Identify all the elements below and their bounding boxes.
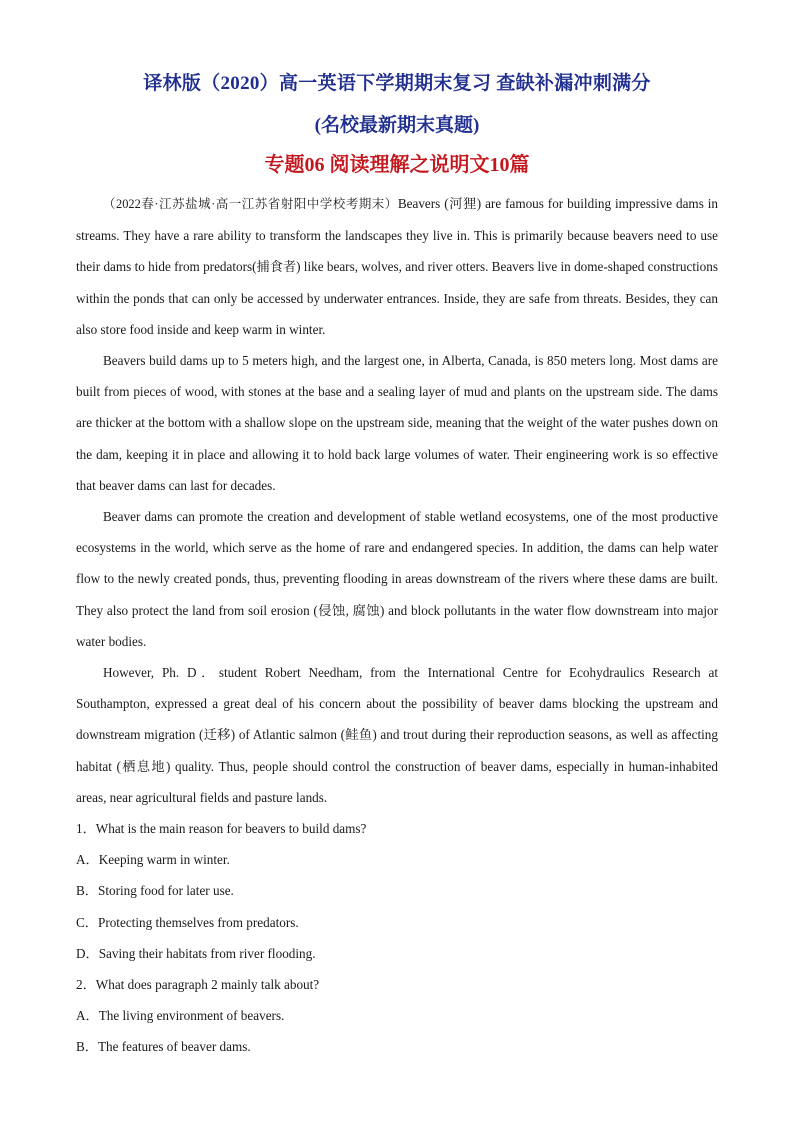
question-1-option-b: B．Storing food for later use. bbox=[76, 883, 234, 899]
document-subtitle: (名校最新期末真题) bbox=[314, 115, 480, 136]
passage-paragraph-2: Beavers build dams up to 5 meters high, and the largest one, in Alberta, Canada, is 850 meters long. Most dams are built from pieces of wood, with stones at the base and a sealing layer of mud and plants on the upstream side. The dams are thicker at the bottom with a shallow slope on the upstream side, meaning that the weight of the water pushes down on the dam, keeping it in place and allowing it to hold back large volumes of water. Their engineering work is so effective that beaver dams can last for decades. bbox=[76, 353, 718, 493]
topic-heading: 专题06 阅读理解之说明文10篇 bbox=[264, 154, 530, 176]
passage-paragraph-1 bbox=[76, 188, 718, 345]
question-1-stem: 1．What is the main reason for beavers to build dams? bbox=[76, 821, 367, 837]
question-1-option-c: C．Protecting themselves from predators. bbox=[76, 914, 299, 930]
question-1-option-d: D．Saving their habitats from river flooding. bbox=[76, 945, 316, 961]
passage-paragraph-3: Beaver dams can promote the creation and development of stable wetland ecosystems, one of the most productive ecosystems in the world, which serve as the home of rare and endangered species. In addition, the dams can help water flow to the newly created ponds, thus, preventing flooding in areas downstream of the rivers where these dams are built. They also protect the land from soil erosion (侵蚀, 腐蚀) and block pollutants in the water flow downstream into major water bodies. bbox=[76, 509, 718, 649]
passage-paragraph-4: However, Ph. D．student Robert Needham, from the International Centre for Ecohydraulics Research at Southampton, expressed a great deal of his concern about the possibility of beaver dams blocking the upstream and downstream migration (迁移) of Atlantic salmon (鲑鱼) and trout during their reproduction seasons, as well as affecting habitat (栖息地) quality. Thus, people should control the construction of beaver dams, especially in human-inhabited areas, near agricultural fields and pasture lands. bbox=[76, 665, 718, 805]
question-2-option-b: B．The features of beaver dams. bbox=[76, 1039, 251, 1055]
document-title: 译林版（2020）高一英语下学期期末复习 查缺补漏冲刺满分 bbox=[143, 73, 651, 94]
question-1-option-a: A．Keeping warm in winter. bbox=[76, 852, 230, 868]
passage-source: （2022春·江苏盐城·高一江苏省射阳中学校考期末） bbox=[103, 197, 398, 211]
document-body bbox=[76, 188, 718, 1063]
question-2-stem: 2．What does paragraph 2 mainly talk about? bbox=[76, 977, 320, 993]
paragraph-text: Beavers (河狸) are famous for building impressive dams in streams. They have a rare ability to transform the landscapes they live in. This is primarily because beavers need to use their dams to hide from predators(捕食者) like bears, wolves, and river otters. Beavers live in dome-shaped constructions within the ponds that can only be accessed by underwater entrances. Inside, they are safe from threats. Besides, they can also store food inside and keep warm in winter. bbox=[76, 196, 718, 337]
question-2-option-a: A．The living environment of beavers. bbox=[76, 1008, 285, 1024]
